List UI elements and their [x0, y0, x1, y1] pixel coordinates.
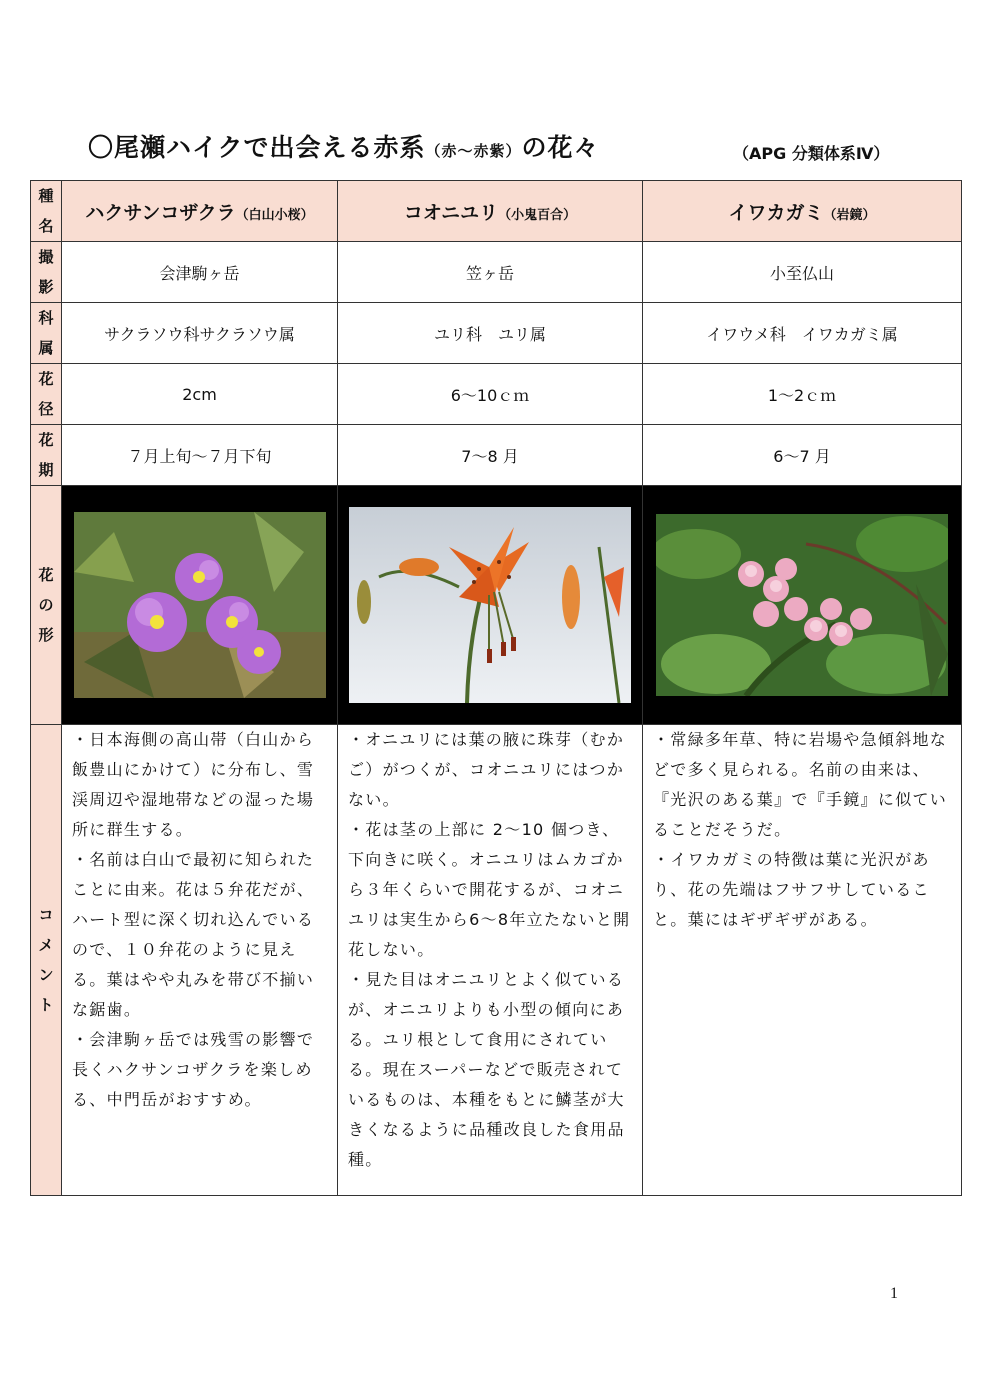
page-number: 1: [890, 1285, 898, 1302]
comment-paragraph: ・イワカガミの特徴は葉に光沢があり、花の先端はフサフサしていること。葉にはギザギザがある。: [653, 850, 930, 929]
row-species: [31, 181, 962, 242]
flower-diameter: 1～2ｃｍ: [643, 364, 962, 425]
label-season: 花 期: [31, 425, 62, 486]
family-genus: サクラソウ科サクラソウ属: [62, 303, 338, 364]
photo-location: 笠ヶ岳: [338, 242, 643, 303]
row-shape: [31, 486, 962, 725]
comment-cell: [62, 725, 338, 1196]
row-diameter: [31, 364, 962, 425]
title-suffix: の花々: [521, 133, 600, 162]
title-color-range: （赤～赤紫）: [425, 142, 522, 160]
label-species: 種 名: [31, 181, 62, 242]
hakusankozakura-photo: [74, 512, 326, 698]
comment-paragraph: ・常緑多年草、特に岩場や急傾斜地などで多く見られる。名前の由来は、『光沢のある葉』で『手鏡』に似ていることだそうだ。: [653, 730, 948, 839]
flower-diameter: 2cm: [62, 364, 338, 425]
species-name: ハクサンコザクラ（白山小桜）: [62, 181, 338, 242]
species-name: イワカガミ（岩鏡）: [643, 181, 962, 242]
photo-location: 会津駒ヶ岳: [62, 242, 338, 303]
title-main: 〇尾瀬ハイクで出会える赤系: [88, 133, 426, 162]
photo-cell: [62, 486, 338, 725]
row-comment: [31, 725, 962, 1196]
iwakagami-photo: [656, 514, 948, 696]
species-name: コオニユリ（小鬼百合）: [338, 181, 643, 242]
flower-diameter: 6～10ｃｍ: [338, 364, 643, 425]
row-photo-location: [31, 242, 962, 303]
photo-cell: [643, 486, 962, 725]
comment-paragraph: ・名前は白山で最初に知られたことに由来。花は５弁花だが、ハート型に深く切れ込んでいるので、１０弁花のように見える。葉はやや丸みを帯び不揃いな鋸歯。: [72, 850, 315, 1019]
flowering-season: ７月上旬～７月下旬: [62, 425, 338, 486]
row-season: [31, 425, 962, 486]
flowering-season: 6～7 月: [643, 425, 962, 486]
comment-cell: [338, 725, 643, 1196]
label-photo: 撮 影: [31, 242, 62, 303]
label-family: 科 属: [31, 303, 62, 364]
row-family: [31, 303, 962, 364]
comment-paragraph: ・花は茎の上部に 2～10 個つき、下向きに咲く。オニユリはムカゴから３年くらいで開花するが、コオニユリは実生から6～8年立たないと開花しない。: [348, 820, 631, 959]
label-diameter: 花 径: [31, 364, 62, 425]
comment-paragraph: ・会津駒ヶ岳では残雪の影響で長くハクサンコザクラを楽しめる、中門岳がおすすめ。: [72, 1030, 315, 1109]
flowering-season: 7～8 月: [338, 425, 643, 486]
flower-table: [30, 180, 962, 1196]
family-genus: ユリ科 ユリ属: [338, 303, 643, 364]
comment-cell: [643, 725, 962, 1196]
comment-paragraph: ・日本海側の高山帯（白山から飯豊山にかけて）に分布し、雪渓周辺や湿地帯などの湿った場所に群生する。: [72, 730, 315, 839]
label-comment: コ メ ン ト: [31, 725, 62, 1196]
photo-location: 小至仏山: [643, 242, 962, 303]
label-shape: 花 の 形: [31, 486, 62, 725]
family-genus: イワウメ科 イワカガミ属: [643, 303, 962, 364]
photo-cell: [338, 486, 643, 725]
kooniyuri-photo: [349, 507, 631, 703]
classification-note: （APG 分類体系Ⅳ）: [733, 144, 890, 163]
comment-paragraph: ・オニユリには葉の腋に珠芽（むかご）がつくが、コオニユリにはつかない。: [348, 730, 625, 809]
comment-paragraph: ・見た目はオニユリとよく似ているが、オニユリよりも小型の傾向にある。ユリ根として食用にされている。現在スーパーなどで販売されているものは、本種をもとに鱗茎が大きくなるように品種改良した食用品種。: [348, 970, 625, 1169]
page-title: [88, 128, 600, 164]
